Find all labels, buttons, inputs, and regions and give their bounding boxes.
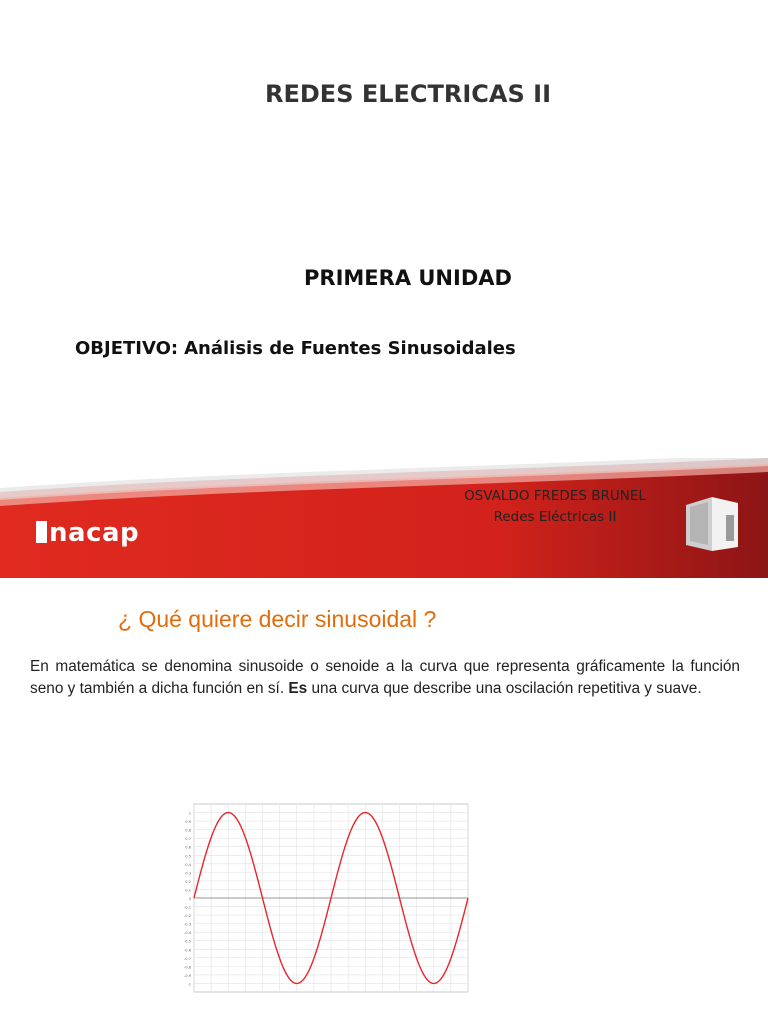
y-tick-label: -0.9 (183, 973, 191, 978)
definition-bold: Es (288, 680, 308, 697)
logo-mark-icon (36, 521, 47, 543)
y-tick-label: -0.8 (183, 965, 191, 970)
author-course: Redes Eléctricas II (493, 509, 617, 525)
definition-text-2: una curva que describe una oscilación repetitiva y suave. (307, 680, 702, 697)
definition-text-1: En matemática se denomina sinusoide o senoide a la curva que representa gráficamente la función seno y también a dicha función en sí. (30, 658, 740, 697)
y-tick-label: 0.9 (185, 820, 191, 825)
author-name: OSVALDO FREDES BRUNEL (464, 488, 646, 504)
question-heading: ¿ Qué quiere decir sinusoidal ? (118, 606, 437, 632)
y-tick-label: 0.1 (185, 888, 191, 893)
inacap-logo (36, 518, 139, 548)
objective-label: OBJETIVO: (75, 338, 179, 359)
y-tick-label: 0.2 (185, 879, 191, 884)
course-title: REDES ELECTRICAS II (265, 80, 551, 108)
building-icon (682, 493, 742, 553)
y-tick-label: 0.6 (185, 845, 191, 850)
unit-title: PRIMERA UNIDAD (304, 266, 512, 290)
content-slide (0, 578, 768, 1024)
y-tick-label: -0.3 (183, 922, 191, 927)
y-tick-label: -0.6 (183, 948, 191, 953)
y-tick-label: -1 (187, 982, 191, 987)
y-tick-label: -0.2 (183, 914, 191, 919)
y-tick-label: -0.7 (183, 956, 191, 961)
sine-chart (180, 800, 476, 1000)
y-tick-label: -0.4 (183, 931, 191, 936)
y-tick-label: 0.8 (185, 828, 191, 833)
objective (75, 338, 516, 359)
author-block (420, 486, 690, 528)
definition-paragraph (30, 656, 740, 700)
objective-text: Análisis de Fuentes Sinusoidales (184, 338, 516, 359)
y-tick-label: 0.3 (185, 871, 191, 876)
logo-text: nacap (49, 518, 140, 548)
y-tick-label: 0.7 (185, 837, 191, 842)
y-tick-label: 0 (188, 897, 191, 901)
y-tick-label: 1 (188, 811, 191, 816)
y-tick-label: 0.5 (185, 854, 191, 859)
y-tick-label: 0.4 (185, 862, 191, 867)
y-tick-label: -0.1 (183, 905, 191, 910)
y-tick-label: -0.5 (183, 939, 191, 944)
